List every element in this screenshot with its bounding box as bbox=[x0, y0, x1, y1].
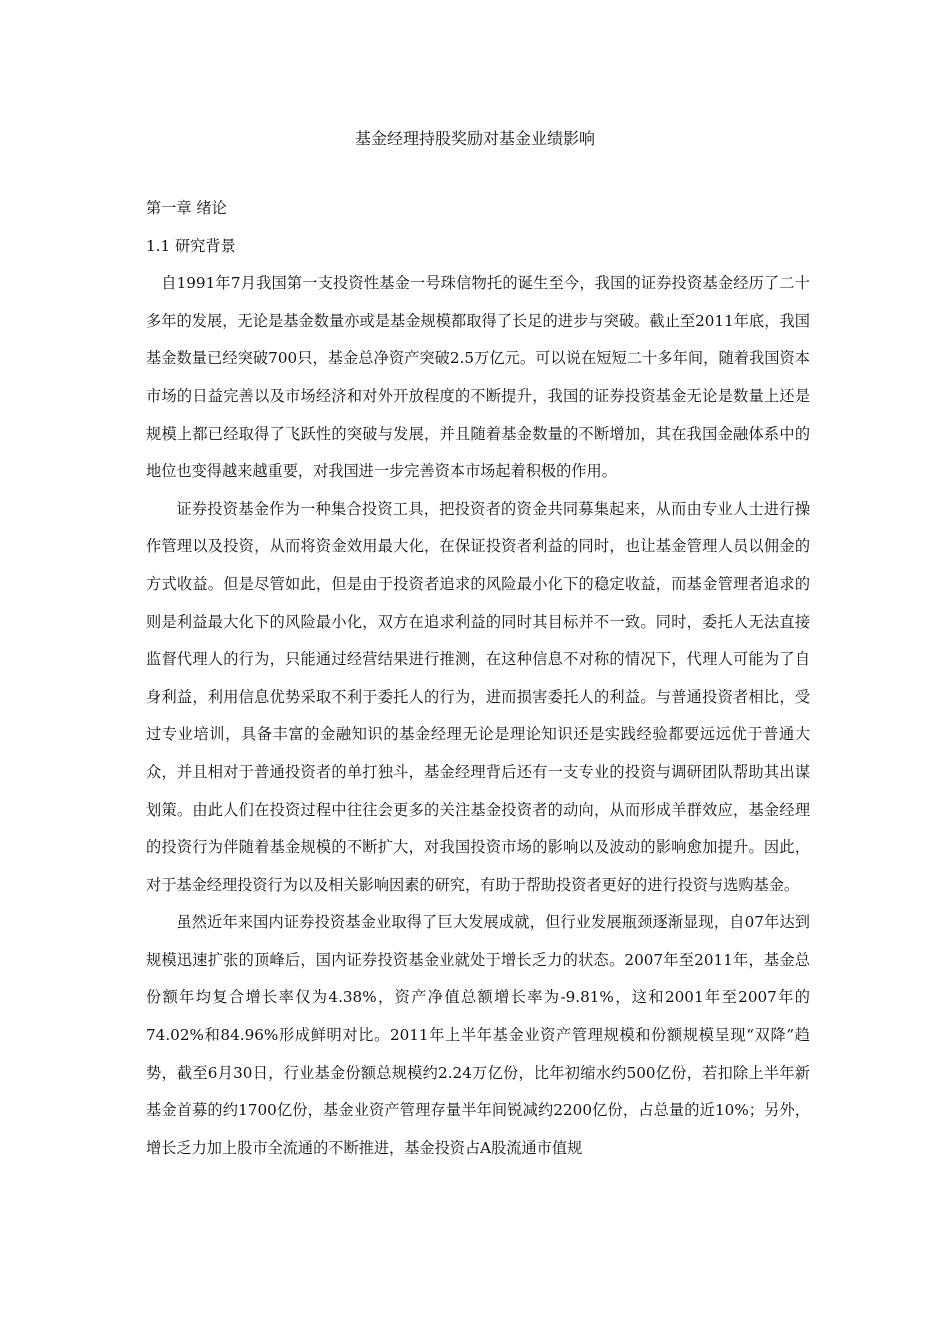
paragraph-2: 证券投资基金作为一种集合投资工具，把投资者的资金共同募集起来，从而由专业人士进行操作管理以及投资，从而将资金效用最大化，在保证投资者利益的同时，也让基金管理人员以佣金的方式收益。但是尽管如此，但是由于投资者追求的风险最小化下的稳定收益，而基金管理者追求的则是利益最大化下的风险最小化，双方在追求利益的同时其目标并不一致。同时，委托人无法直接监督代理人的行为，只能通过经营结果进行推测，在这种信息不对称的情况下，代理人可能为了自身利益，利用信息优势采取不利于委托人的行为，进而损害委托人的利益。与普通投资者相比，受过专业培训，具备丰富的金融知识的基金经理无论是理论知识还是实践经验都要远远优于普通大众，并且相对于普通投资者的单打独斗，基金经理背后还有一支专业的投资与调研团队帮助其出谋划策。由此人们在投资过程中往往会更多的关注基金投资者的动向，从而形成羊群效应，基金经理的投资行为伴随着基金规模的不断扩大，对我国投资市场的影响以及波动的影响愈加提升。因此，对于基金经理投资行为以及相关影响因素的研究，有助于帮助投资者更好的进行投资与选购基金。 bbox=[146, 499, 810, 894]
chapter-heading: 第一章 绪论 bbox=[146, 199, 227, 217]
document-title: 基金经理持股奖励对基金业绩影响 bbox=[354, 129, 595, 148]
section-heading: 1.1 研究背景 bbox=[146, 236, 236, 255]
paragraph-1: 自1991年7月我国第一支投资性基金一号珠信物托的诞生至今，我国的证券投资基金经历了二十多年的发展，无论是基金数量亦或是基金规模都取得了长足的进步与突破。截止至2011年底，我国基金数量已经突破700只，基金总净资产突破2.5万亿元。可以说在短短二十多年间，随着我国资本市场的日益完善以及市场经济和对外开放程度的不断提升，我国的证券投资基金无论是数量上还是规模上都已经取得了飞跃性的突破与发展，并且随着基金数量的不断增加，其在我国金融体系中的地位也变得越来越重要，对我国进一步完善资本市场起着积极的作用。 bbox=[146, 274, 810, 481]
paragraph-3: 虽然近年来国内证券投资基金业取得了巨大发展成就，但行业发展瓶颈逐渐显现，自07年达到规模迅速扩张的顶峰后，国内证券投资基金业就处于增长乏力的状态。2007年至2011年，基金总份额年均复合增长率仅为4.38%，资产净值总额增长率为-9.81%，这和2001年至2007年的74.02%和84.96%形成鲜明对比。2011年上半年基金业资产管理规模和份额规模呈现“双降”趋势，截至6月30日，行业基金份额总规模约2.24万亿份，比年初缩水约500亿份，若扣除上半年新基金首募的约1700亿份，基金业资产管理存量半年间锐减约2200亿份，占总量的近10%；另外，增长乏力加上股市全流通的不断推进，基金投资占A股流通市值规 bbox=[146, 913, 810, 1157]
document-body bbox=[146, 190, 810, 1167]
